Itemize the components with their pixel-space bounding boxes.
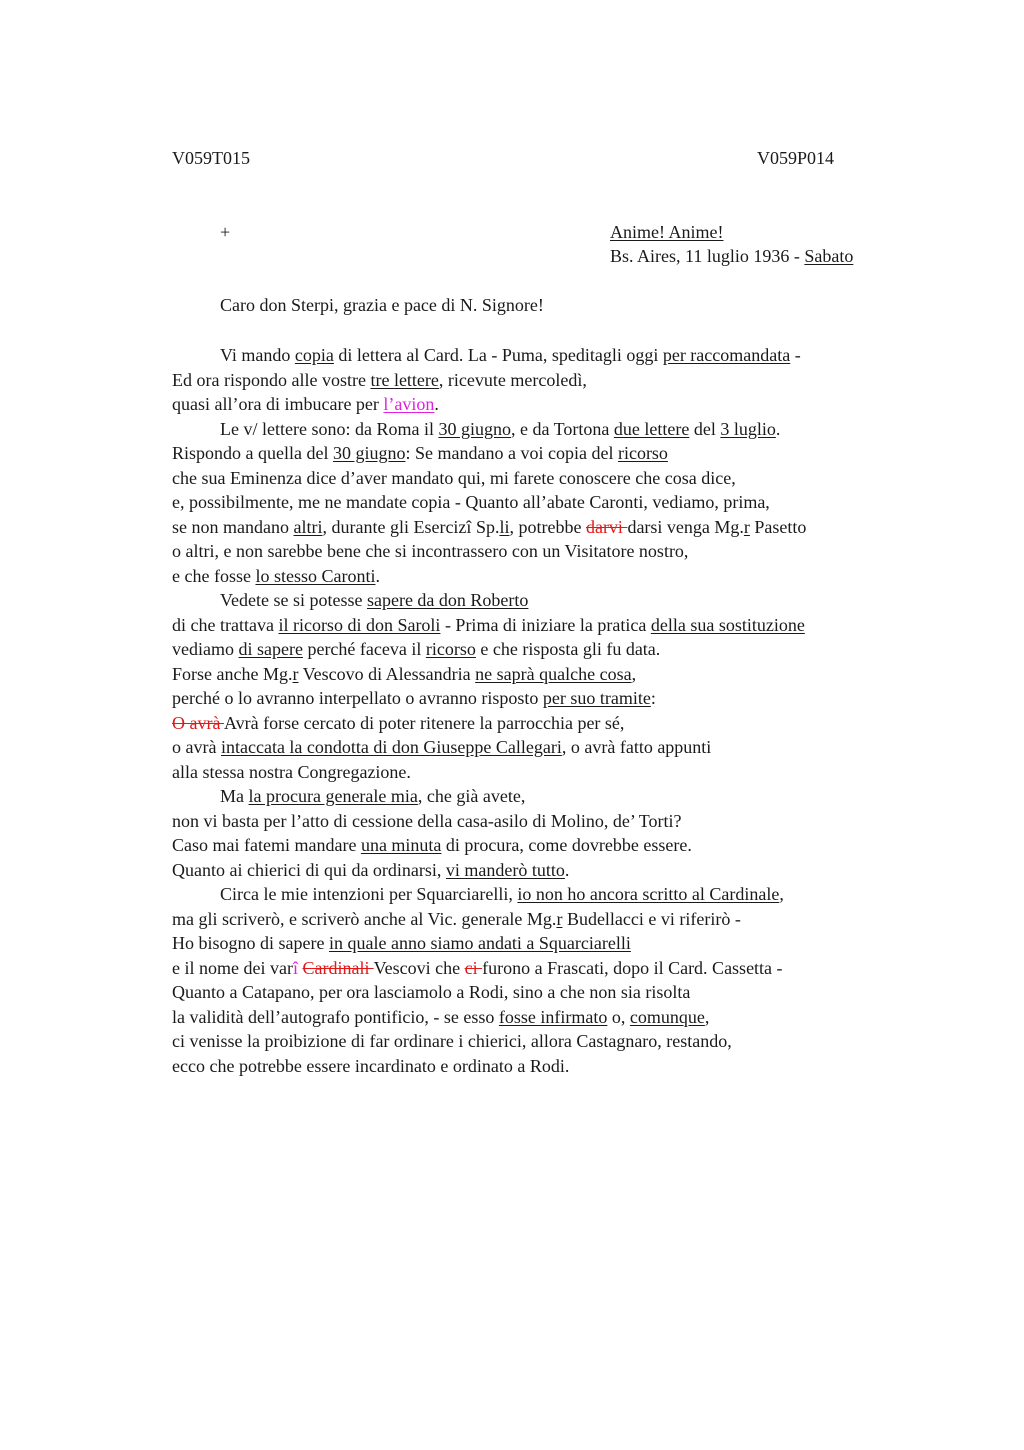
text-line bbox=[172, 343, 932, 368]
text-run: vediamo bbox=[172, 639, 239, 659]
text-run: perché o lo avranno interpellato o avranno risposto bbox=[172, 688, 543, 708]
text-run: o avrà bbox=[172, 737, 221, 757]
struck-text: Cardinali bbox=[302, 957, 374, 978]
text-run: Ho bisogno di sapere bbox=[172, 933, 329, 953]
text-run: e che risposta gli fu data. bbox=[475, 639, 661, 659]
text-line bbox=[172, 931, 932, 956]
text-run: : bbox=[650, 688, 656, 708]
underlined-text: 30 giugno bbox=[332, 443, 406, 463]
text-line bbox=[172, 711, 932, 736]
text-run: , bbox=[779, 884, 784, 904]
document-code-right: V059P014 bbox=[757, 148, 835, 168]
text-run: Forse anche Mg. bbox=[172, 663, 293, 684]
text-line bbox=[172, 858, 932, 883]
underlined-text: due lettere bbox=[613, 418, 690, 439]
text-run: ma gli scriverò, e scriverò anche al Vic. generale Mg. bbox=[172, 908, 557, 929]
text-run: , e da Tortona bbox=[510, 418, 614, 439]
underlined-text: r bbox=[292, 663, 299, 684]
text-line bbox=[172, 1005, 932, 1030]
text-run: , bbox=[704, 1006, 710, 1027]
text-run: Vedete se si potesse bbox=[220, 590, 367, 610]
text-run: - bbox=[790, 345, 801, 365]
text-run: Budellacci e vi riferirò - bbox=[562, 908, 741, 929]
text-run: Circa le mie intenzioni per Squarciarelli, bbox=[220, 884, 518, 904]
text-run: di lettera al Card. La - Puma, speditagli oggi bbox=[333, 345, 663, 365]
underlined-text: una minuta bbox=[360, 835, 442, 855]
underlined-text: 3 luglio bbox=[720, 418, 776, 439]
text-line bbox=[172, 1029, 932, 1054]
text-line bbox=[172, 686, 932, 711]
text-run: Vescovi che bbox=[373, 957, 465, 978]
text-line bbox=[172, 882, 932, 907]
text-run: ecco che potrebbe essere incardinato e ordinato a Rodi. bbox=[172, 1055, 570, 1076]
underlined-text: 30 giugno bbox=[438, 418, 511, 439]
greeting: Caro don Sterpi, grazia e pace di N. Signore! bbox=[220, 295, 544, 315]
underlined-text: tre lettere bbox=[370, 369, 439, 390]
underlined-text: r bbox=[556, 908, 563, 929]
text-line bbox=[172, 613, 932, 638]
text-line bbox=[172, 760, 932, 785]
text-run: o, bbox=[607, 1006, 630, 1027]
motto bbox=[610, 220, 723, 245]
text-line bbox=[172, 809, 932, 834]
text-run: , o avrà fatto appunti bbox=[561, 737, 712, 757]
text-line bbox=[172, 588, 932, 613]
text-run: ci venisse la proibizione di far ordinare i chierici, allora Castagnaro, restando, bbox=[172, 1031, 732, 1051]
underlined-text: il ricorso di don Saroli bbox=[278, 614, 441, 635]
struck-text: darvi bbox=[585, 516, 628, 537]
text-run: che sua Eminenza dice d’aver mandato qui, mi farete conoscere che cosa dice, bbox=[172, 467, 736, 488]
underlined-text: per raccomandata bbox=[662, 345, 791, 365]
text-run: - Prima di iniziare la pratica bbox=[440, 614, 651, 635]
text-run: alla stessa nostra Congregazione. bbox=[172, 761, 411, 782]
text-line bbox=[172, 637, 932, 662]
text-line bbox=[172, 907, 932, 932]
underlined-text: ne saprà qualche cosa bbox=[475, 663, 632, 684]
underlined-text: per suo tramite bbox=[542, 688, 651, 708]
document-code-left: V059T015 bbox=[172, 148, 250, 168]
text-line bbox=[172, 441, 932, 466]
text-line bbox=[172, 735, 932, 760]
text-run: Le v/ lettere sono: da Roma il bbox=[220, 418, 439, 439]
text-run: Sp. bbox=[471, 516, 500, 537]
text-run: Pasetto bbox=[749, 516, 807, 537]
text-run: darsi venga Mg. bbox=[627, 516, 744, 537]
text-run: perché faceva il bbox=[302, 639, 426, 659]
text-run: . bbox=[434, 394, 439, 414]
text-run: , che già avete, bbox=[417, 786, 526, 806]
text-run: del bbox=[689, 418, 721, 439]
cross-symbol: + bbox=[220, 222, 231, 242]
text-run: se non mandano bbox=[172, 516, 294, 537]
highlighted-text: î bbox=[292, 957, 298, 978]
text-run: Quanto a Catapano, per ora lasciamolo a Rodi, sino a che non sia risolta bbox=[172, 982, 691, 1002]
underlined-text: in quale anno siamo andati a Squarciarelli bbox=[328, 933, 631, 953]
struck-text: ci bbox=[464, 957, 483, 978]
text-run: e, possibilmente, me ne mandate copia - Quanto all’abate Caronti, vediamo, prima, bbox=[172, 492, 770, 512]
text-line bbox=[172, 466, 932, 491]
text-run: Caso mai fatemi mandare bbox=[172, 835, 361, 855]
motto-text: Anime! Anime! bbox=[610, 222, 724, 242]
place-date-text: Bs. Aires, 11 luglio 1936 - bbox=[610, 246, 805, 266]
weekday: Sabato bbox=[804, 246, 854, 266]
underlined-text: li bbox=[499, 516, 510, 537]
underlined-text: di sapere bbox=[238, 639, 303, 659]
text-run: e che fosse bbox=[172, 565, 256, 586]
text-line bbox=[172, 956, 932, 981]
text-run: , durante gli Esercizî bbox=[322, 516, 472, 537]
underlined-text: comunque bbox=[629, 1006, 705, 1027]
text-run: Ma bbox=[220, 786, 249, 806]
underlined-text: sapere da don Roberto bbox=[366, 590, 529, 610]
text-run: Rispondo a quella del bbox=[172, 443, 333, 463]
text-run: Vescovo di Alessandria bbox=[298, 663, 476, 684]
text-line bbox=[172, 662, 932, 687]
text-line bbox=[172, 564, 932, 589]
underlined-text: lo stesso Caronti bbox=[255, 565, 376, 586]
text-line bbox=[172, 784, 932, 809]
underlined-text: intaccata la condotta di don Giuseppe Callegari bbox=[220, 737, 562, 757]
place-date bbox=[610, 244, 853, 269]
text-line bbox=[172, 392, 932, 417]
text-run: Ed ora rispondo alle vostre bbox=[172, 369, 371, 390]
highlighted-underlined-text: l’avion bbox=[383, 394, 435, 414]
text-line bbox=[172, 833, 932, 858]
underlined-text: ricorso bbox=[617, 443, 668, 463]
text-run: Avrà forse cercato di poter ritenere la parrocchia per sé, bbox=[223, 712, 625, 733]
text-line bbox=[172, 980, 932, 1005]
text-line bbox=[172, 417, 932, 442]
underlined-text: della sua sostituzione bbox=[650, 614, 805, 635]
text-run: non vi basta per l’atto di cessione della casa-asilo di Molino, de’ Torti? bbox=[172, 810, 682, 831]
text-run: Quanto ai chierici di qui da ordinarsi, bbox=[172, 859, 446, 880]
underlined-text: ricorso bbox=[425, 639, 476, 659]
text-run: . bbox=[375, 565, 380, 586]
text-run: . bbox=[564, 859, 570, 880]
letter-body bbox=[172, 343, 932, 1078]
text-run: Vi mando bbox=[220, 345, 295, 365]
underlined-text: la procura generale mia bbox=[248, 786, 418, 806]
text-line bbox=[172, 515, 932, 540]
underlined-text: fosse infirmato bbox=[498, 1006, 608, 1027]
text-line bbox=[172, 368, 932, 393]
text-run: , ricevute mercoledì, bbox=[438, 369, 587, 390]
text-run: di che trattava bbox=[172, 614, 279, 635]
text-run: , potrebbe bbox=[509, 516, 586, 537]
text-run: , bbox=[631, 663, 637, 684]
text-run: la validità dell’autografo pontificio, - se esso bbox=[172, 1006, 499, 1027]
text-line bbox=[172, 539, 932, 564]
underlined-text: copia bbox=[294, 345, 334, 365]
underlined-text: vi manderò tutto bbox=[445, 859, 565, 880]
text-run: furono a Frascati, dopo il Card. Cassetta - bbox=[482, 957, 783, 978]
struck-text: O avrà bbox=[172, 712, 224, 733]
text-run: e il nome dei var bbox=[172, 957, 293, 978]
text-run: di procura, come dovrebbe essere. bbox=[441, 835, 692, 855]
text-line bbox=[172, 490, 932, 515]
text-run: quasi all’ora di imbucare per bbox=[172, 394, 384, 414]
underlined-text: r bbox=[743, 516, 750, 537]
text-line bbox=[172, 1054, 932, 1079]
text-run: : Se mandano a voi copia del bbox=[405, 443, 618, 463]
text-run: o altri, e non sarebbe bene che si incontrassero con un Visitatore nostro, bbox=[172, 541, 689, 561]
underlined-text: altri bbox=[293, 516, 323, 537]
underlined-text: io non ho ancora scritto al Cardinale bbox=[517, 884, 780, 904]
text-run: . bbox=[775, 418, 781, 439]
